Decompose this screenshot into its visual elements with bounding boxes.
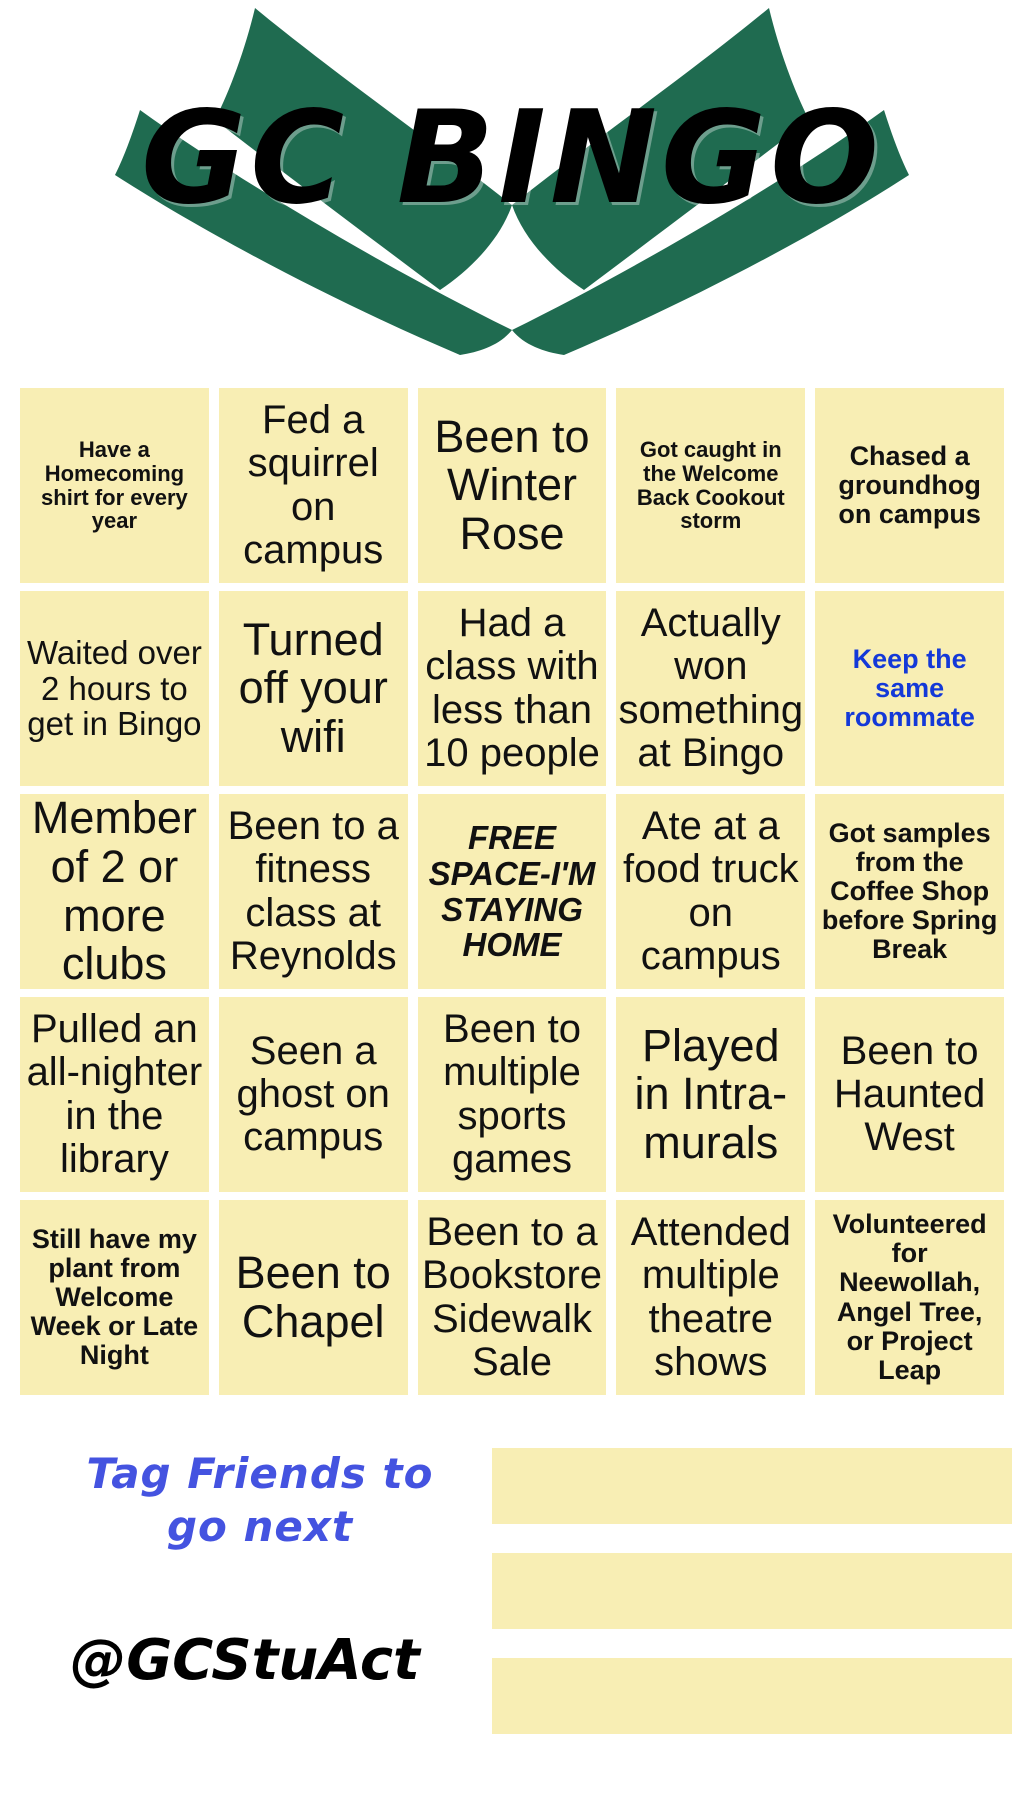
social-handle: @GCStuAct (70, 1628, 420, 1693)
bingo-cell-label: Volunteered for Neewollah, Angel Tree, or Project Leap (832, 1209, 987, 1385)
bingo-cell-label: Been to Winter Rose (434, 410, 590, 559)
bingo-cell[interactable] (815, 794, 1004, 989)
bingo-cell-label: Seen a ghost on campus (236, 1028, 390, 1160)
bingo-cell-label: Been to Haunted West (833, 1028, 986, 1160)
bingo-cell[interactable] (20, 794, 209, 989)
bingo-cell[interactable] (219, 591, 408, 786)
bingo-cell[interactable] (616, 591, 805, 786)
bingo-cell-label: Chased a groundhog on campus (838, 440, 981, 530)
bingo-cell-label: Had a class with less than 10 people (424, 601, 600, 775)
bingo-cell[interactable] (418, 388, 607, 583)
bingo-cell-label: Pulled an all-nighter in the library (26, 1007, 203, 1181)
tag-friends-label: Tag Friends to go next (86, 1449, 434, 1551)
bingo-cell-label: Keep the same roommate (844, 643, 975, 733)
footer (0, 1430, 1024, 1816)
bingo-cell-free-space[interactable] (418, 794, 607, 989)
bingo-cell[interactable] (815, 388, 1004, 583)
bingo-board (20, 388, 1004, 1395)
bingo-cell[interactable] (616, 388, 805, 583)
bingo-cell[interactable] (219, 794, 408, 989)
bingo-cell-label: Played in Intra-murals (634, 1019, 788, 1168)
bingo-cell-label: Waited over 2 hours to get in Bingo (26, 634, 202, 743)
bingo-cell[interactable] (20, 1200, 209, 1395)
bingo-cell[interactable] (616, 997, 805, 1192)
bingo-cell[interactable] (815, 1200, 1004, 1395)
bingo-cell[interactable] (219, 388, 408, 583)
bingo-cell-label: Actually won something at Bingo (618, 601, 804, 775)
bingo-cell-label: Been to a fitness class at Reynolds (227, 804, 399, 978)
bingo-cell[interactable] (418, 997, 607, 1192)
bingo-cell-label: Been to a Bookstore Sidewalk Sale (421, 1210, 603, 1384)
header-banner (0, 0, 1024, 360)
bingo-cell[interactable] (616, 794, 805, 989)
bingo-cell[interactable] (418, 1200, 607, 1395)
bingo-cell[interactable] (20, 388, 209, 583)
bingo-cell-label: Turned off your wifi (238, 613, 388, 762)
bingo-cell-label: Still have my plant from Welcome Week or Late Night (30, 1223, 199, 1371)
page-title: GC BINGO (141, 83, 883, 233)
bingo-cell-label: Ate at a food truck on campus (622, 804, 799, 978)
bingo-cell-label: Been to multiple sports games (443, 1007, 581, 1181)
bingo-cell-label: Fed a squirrel on campus (243, 398, 384, 572)
bingo-cell-label: Been to Chapel (235, 1246, 391, 1347)
bingo-cell[interactable] (20, 997, 209, 1192)
tag-friend-input-2[interactable] (492, 1553, 1012, 1629)
bingo-cell[interactable] (20, 591, 209, 786)
bingo-cell-label: Attended multiple theatre shows (630, 1210, 791, 1384)
bingo-cell[interactable] (815, 997, 1004, 1192)
tag-friends-fields (492, 1448, 1012, 1763)
tag-friend-input-3[interactable] (492, 1658, 1012, 1734)
bingo-cell[interactable] (219, 997, 408, 1192)
bingo-cell[interactable] (616, 1200, 805, 1395)
bingo-cell-label: Member of 2 or more clubs (31, 794, 197, 989)
bingo-cell-label: Got caught in the Welcome Back Cookout storm (636, 437, 785, 534)
bingo-cell[interactable] (418, 591, 607, 786)
bingo-cell-label: Got samples from the Coffee Shop before Spring Break (821, 817, 998, 965)
bingo-cell-label: FREE SPACE-I'M STAYING HOME (428, 819, 596, 964)
bingo-cell-label: Have a Homecoming shirt for every year (41, 437, 188, 534)
bingo-cell[interactable] (219, 1200, 408, 1395)
bingo-cell[interactable] (815, 591, 1004, 786)
tag-friend-input-1[interactable] (492, 1448, 1012, 1524)
